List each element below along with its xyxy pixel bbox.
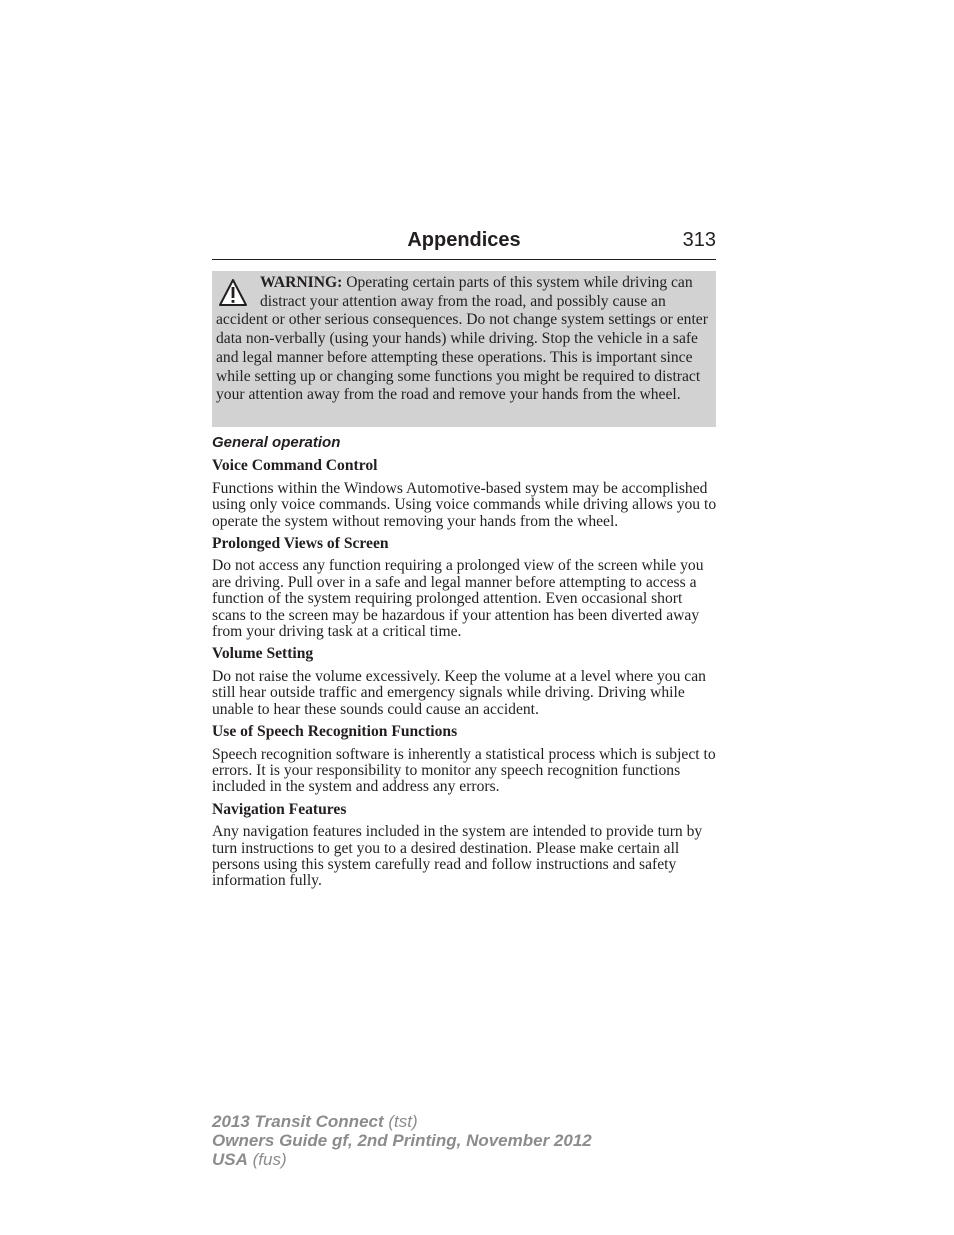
section-title: General operation [212,434,341,451]
subheading-navigation-features: Navigation Features [212,800,347,818]
paragraph-navigation-features: Any navigation features included in the system are intended to provide turn by turn instructions to get you to a desired destination. Please make certain all persons using this system carefully read and follow instructions and safety information fully. [212,823,703,890]
warning-label: WARNING: [260,274,343,291]
warning-text: Operating certain parts of this system while driving can distract your attention away from the road, and possibly cause an accident or other serious consequences. Do not change system settings or enter data non-verbally (using your hands) while driving. Stop the vehicle in a safe and legal manner before attempting these operations. This is important since while setting up or changing some functions you might be required to distract your attention away from the road and remove your hands from the wheel. [216,274,708,404]
page-footer [212,1112,592,1169]
warning-triangle-icon [218,278,248,308]
paragraph-volume-setting: Do not raise the volume excessively. Keep the volume at a level where you can still hear outside traffic and emergency signals while driving. Driving while unable to hear these sounds could cause an accident. [212,667,706,718]
footer-market: USA [212,1150,248,1169]
paragraph-voice-command-control: Functions within the Windows Automotive-based system may be accomplished using only voice commands. Using voice commands while driving allows you to operate the system without removing your hands from the wheel. [212,479,717,530]
subheading-voice-command-control: Voice Command Control [212,457,378,475]
footer-model-code: (tst) [383,1112,418,1131]
subheading-volume-setting: Volume Setting [212,645,314,663]
warning-box [212,271,716,427]
page-title: Appendices [407,229,521,251]
page-number: 313 [682,229,716,251]
page-content [212,433,718,896]
footer-model: 2013 Transit Connect [212,1112,384,1131]
paragraph-prolonged-views: Do not access any function requiring a prolonged view of the screen while you are driving. Pull over in a safe and legal manner before attempting to access a function of the system requiring prolonged attention. Even occasional short scans to the screen may be hazardous if your attention has been diverted away from your driving task at a critical time. [212,557,704,641]
page-header [212,229,716,260]
footer-market-code: (fus) [247,1150,287,1169]
footer-line-guide: Owners Guide gf, 2nd Printing, November 2012 [212,1131,592,1150]
footer-line-model [212,1112,592,1131]
paragraph-speech-recognition: Speech recognition software is inherently a statistical process which is subject to errors. It is your responsibility to monitor any speech recognition functions included in the system and address any errors. [212,745,716,796]
footer-line-market [212,1150,592,1169]
subheading-prolonged-views: Prolonged Views of Screen [212,535,389,553]
subheading-speech-recognition: Use of Speech Recognition Functions [212,723,458,741]
